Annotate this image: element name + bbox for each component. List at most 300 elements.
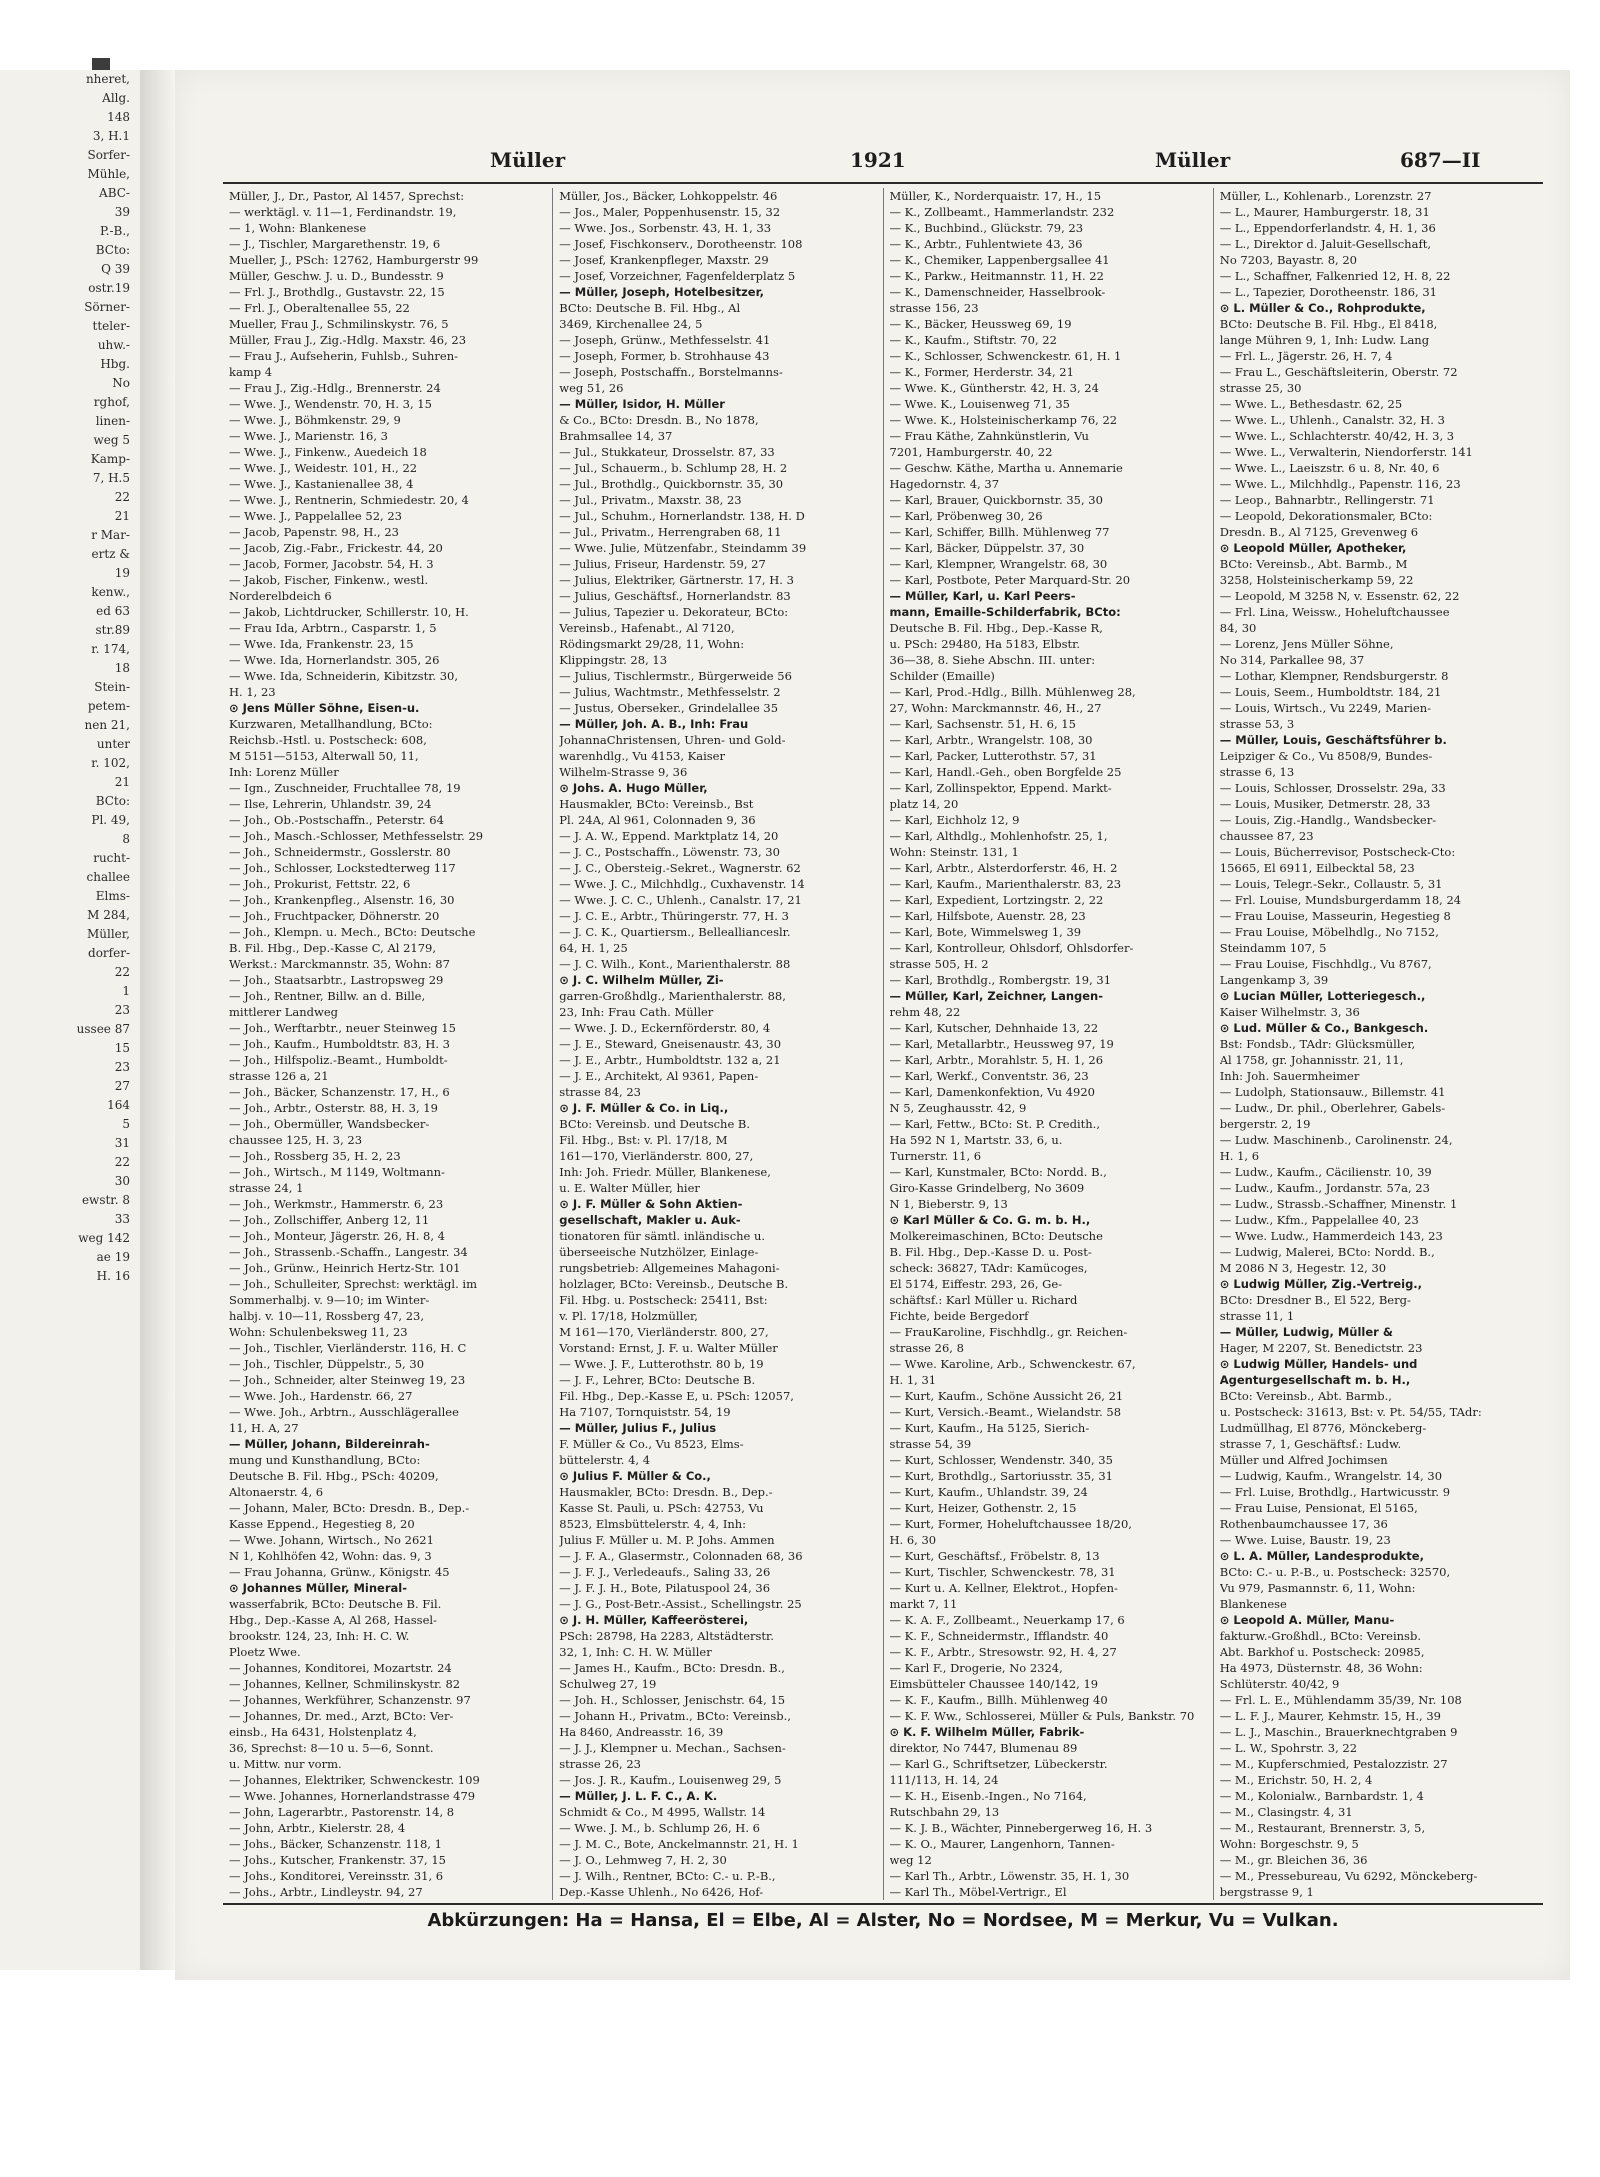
directory-entry: JohannaChristensen, Uhren- und Gold- [559,733,786,747]
directory-entry: Wohn: Schulenbeksweg 11, 23 [229,1325,408,1339]
directory-entry: Pl. 24A, Al 961, Colonnaden 9, 36 [559,813,756,827]
directory-entry: — J. F. J., Verledeaufs., Saling 33, 26 [559,1565,771,1579]
directory-entry: — Frl. J., Oberaltenallee 55, 22 [229,301,410,315]
prev-page-fragment: 27 [114,1079,130,1093]
directory-entry: BCto: Vereinsb. und Deutsche B. [559,1117,751,1131]
directory-entry: rehm 48, 22 [889,1005,961,1019]
prev-page-fragment: 8 [122,832,130,846]
directory-entry: Ludmüllhag, El 8776, Mönckeberg- [1219,1421,1427,1435]
directory-entry: — Wwe. K., Holsteinischerkamp 76, 22 [889,413,1118,427]
directory-entry: — Frl. L. E., Mühlendamm 35/39, Nr. 108 [1219,1693,1462,1707]
directory-entry-highlighted: ⊙ Lud. Müller & Co., Bankgesch. [1219,1021,1429,1035]
directory-entry: mittlerer Landweg [229,1005,339,1019]
directory-entry: — Karl, Arbtr., Morahlstr. 5, H. 1, 26 [889,1053,1104,1067]
directory-entry-highlighted: ⊙ J. F. Müller & Sohn Aktien- [559,1197,743,1211]
prev-page-fragment: unter [96,737,130,751]
directory-entry: — Wwe. Luise, Baustr. 19, 23 [1219,1533,1391,1547]
directory-entry: — Johannes, Konditorei, Mozartstr. 24 [229,1661,452,1675]
directory-entry: 161—170, Vierländerstr. 800, 27, [559,1149,754,1163]
directory-entry: Fichte, beide Bergedorf [889,1309,1029,1323]
directory-entry: — Joh., Arbtr., Osterstr. 88, H. 3, 19 [229,1101,438,1115]
directory-entry: — Karl, Fettw., BCto: St. P. Credith., [889,1117,1100,1131]
directory-entry: Blankenese [1219,1597,1287,1611]
directory-entry: Al 1758, gr. Johannisstr. 21, 11, [1219,1053,1404,1067]
directory-entry: — Ludwig, Kaufm., Wrangelstr. 14, 30 [1219,1469,1443,1483]
directory-entry: — Joh., Fruchtpacker, Döhnerstr. 20 [229,909,440,923]
prev-page-fragment: 23 [114,1060,130,1074]
directory-entry: u. PSch: 29480, Ha 5183, Elbstr. [889,637,1081,651]
directory-entry: — Ludw., Kaufm., Jordanstr. 57a, 23 [1219,1181,1430,1195]
directory-entry: — Karl, Hilfsbote, Auenstr. 28, 23 [889,909,1086,923]
directory-entry: — M., Kupferschmied, Pestalozzistr. 27 [1219,1757,1448,1771]
directory-entry: — FrauKaroline, Fischhdlg., gr. Reichen- [889,1325,1128,1339]
directory-entry: strasse 53, 3 [1219,717,1295,731]
directory-entry: — Jul., Stukkateur, Drosselstr. 87, 33 [559,445,775,459]
directory-entry: — Joh., Klempn. u. Mech., BCto: Deutsche [229,925,476,939]
header-year: 1921 [850,148,906,172]
directory-entry: — Karl G., Schriftsetzer, Lübeckerstr. [889,1757,1108,1771]
prev-page-fragment: challee [86,870,130,884]
directory-entry: holzlager, BCto: Vereinsb., Deutsche B. [559,1277,789,1291]
directory-entry: Kurzwaren, Metallhandlung, BCto: [229,717,433,731]
directory-entry: F. Müller & Co., Vu 8523, Elms- [559,1437,744,1451]
directory-entry: — Josef, Krankenpfleger, Maxstr. 29 [559,253,769,267]
directory-entry: — Frau Käthe, Zahnkünstlerin, Vu [889,429,1089,443]
directory-entry: Vu 979, Pasmannstr. 6, 11, Wohn: [1219,1581,1416,1595]
directory-entry: Müller, L., Kohlenarb., Lorenzstr. 27 [1219,189,1432,203]
directory-entry: — L., Eppendorferlandstr. 4, H. 1, 36 [1219,221,1436,235]
directory-entry: Julius F. Müller u. M. P. Johs. Ammen [559,1533,775,1547]
directory-entry: Rödingsmarkt 29/28, 11, Wohn: [559,637,745,651]
directory-entry: — Wwe. J. C. C., Uhlenh., Canalstr. 17, 21 [559,893,802,907]
directory-entry: — Karl, Bäcker, Düppelstr. 37, 30 [889,541,1085,555]
directory-entry: Ploetz Wwe. [229,1645,301,1659]
directory-entry: — Wwe. K., Louisenweg 71, 35 [889,397,1070,411]
prev-page-fragment: Elms- [95,889,130,903]
prev-page-fragment: uhw.- [97,338,130,352]
directory-entry: — Johannes, Elektriker, Schwenckestr. 109 [229,1773,480,1787]
directory-entry-highlighted: — Müller, Joseph, Hotelbesitzer, [559,285,764,299]
directory-entry: — Joh., Prokurist, Fettstr. 22, 6 [229,877,411,891]
directory-entry: — Jos., Maler, Poppenhusenstr. 15, 32 [559,205,781,219]
directory-entry: — Wwe. L., Bethesdastr. 62, 25 [1219,397,1403,411]
directory-entry: BCto: Vereinsb., Abt. Barmb., M [1219,557,1408,571]
prev-page-fragment: M 284, [87,908,130,922]
prev-page-fragment: H. 16 [96,1269,130,1283]
directory-entry-highlighted: — Müller, Joh. A. B., Inh: Frau [559,717,749,731]
directory-entry-highlighted: — Müller, Julius F., Julius [559,1421,717,1435]
directory-entry: — Wwe. J. D., Eckernförderstr. 80, 4 [559,1021,771,1035]
prev-page-fragment: P.-B., [100,224,130,238]
directory-entry-highlighted: ⊙ K. F. Wilhelm Müller, Fabrik- [889,1725,1085,1739]
directory-entry: — Louis, Telegr.-Sekr., Collaustr. 5, 31 [1219,877,1443,891]
directory-entry: — J. E., Arbtr., Humboldtstr. 132 a, 21 [559,1053,781,1067]
page-gutter [140,70,175,1970]
directory-entry: — Joh., Rossberg 35, H. 2, 23 [229,1149,401,1163]
directory-entry: Rothenbaumchaussee 17, 36 [1219,1517,1388,1531]
directory-entry: halbj. v. 10—11, Rossberg 47, 23, [229,1309,425,1323]
directory-entry: Schlüterstr. 40/42, 9 [1219,1677,1340,1691]
directory-entry: — Johannes, Dr. med., Arzt, BCto: Ver- [229,1709,454,1723]
directory-entry: — Karl, Expedient, Lortzingstr. 2, 22 [889,893,1104,907]
directory-entry: — Kurt, Geschäftsf., Fröbelstr. 8, 13 [889,1549,1100,1563]
prev-page-fragment: 1 [122,984,130,998]
directory-entry: — Frl. J., Brothdlg., Gustavstr. 22, 15 [229,285,445,299]
directory-entry: M 161—170, Vierländerstr. 800, 27, [559,1325,769,1339]
directory-entry: — Wwe. J., Kastanienallee 38, 4 [229,477,414,491]
directory-entry: — J., Tischler, Margarethenstr. 19, 6 [229,237,441,251]
directory-entry: — Ludolph, Stationsauw., Billemstr. 41 [1219,1085,1446,1099]
directory-entry: 64, H. 1, 25 [559,941,628,955]
directory-entry: Deutsche B. Fil. Hbg., Dep.-Kasse R, [889,621,1103,635]
directory-entry: — J. F., Lehrer, BCto: Deutsche B. [559,1373,756,1387]
directory-entry: Dresdn. B., Al 7125, Grevenweg 6 [1219,525,1419,539]
prev-page-fragment: BCto: [95,794,130,808]
directory-entry: — Julius, Tischlermstr., Bürgerweide 56 [559,669,792,683]
directory-columns [223,188,1543,1900]
directory-column-3 [883,188,1213,1900]
directory-entry: — Louis, Bücherrevisor, Postscheck-Cto: [1219,845,1456,859]
header-page-number: 687—II [1400,148,1481,172]
directory-entry: — Kurt, Brothdlg., Sartoriusstr. 35, 31 [889,1469,1114,1483]
directory-entry: strasse 505, H. 2 [889,957,989,971]
directory-entry-highlighted: ⊙ Johannes Müller, Mineral- [229,1581,407,1595]
directory-entry: — Leopold, Dekorationsmaler, BCto: [1219,509,1433,523]
directory-entry: — Lorenz, Jens Müller Söhne, [1219,637,1394,651]
directory-entry: N 1, Bieberstr. 9, 13 [889,1197,1008,1211]
prev-page-fragment: 148 [107,110,130,124]
directory-entry: chaussee 125, H. 3, 23 [229,1133,363,1147]
directory-entry: — J. Wilh., Rentner, BCto: C.- u. P.-B., [559,1869,776,1883]
directory-entry: — Ludw., Strassb.-Schaffner, Minenstr. 1 [1219,1197,1458,1211]
prev-page-fragment: 30 [114,1174,130,1188]
directory-entry: — Johannes, Werkführer, Schanzenstr. 97 [229,1693,471,1707]
directory-entry: Leipziger & Co., Vu 8508/9, Bundes- [1219,749,1433,763]
directory-entry: — Johann, Maler, BCto: Dresdn. B., Dep.- [229,1501,470,1515]
directory-entry: direktor, No 7447, Blumenau 89 [889,1741,1078,1755]
prev-page-fragment: 164 [107,1098,130,1112]
directory-entry: Ha 4973, Düsternstr. 48, 36 Wohn: [1219,1661,1423,1675]
prev-page-fragment: 21 [114,775,130,789]
prev-page-fragment: 3, H.1 [92,129,130,143]
directory-entry: 15665, El 6911, Eilbecktal 58, 23 [1219,861,1415,875]
directory-entry-highlighted: — Müller, Johann, Bildereinrah- [229,1437,430,1451]
directory-entry-highlighted: ⊙ L. A. Müller, Landesprodukte, [1219,1549,1424,1563]
directory-entry: — Julius, Tapezier u. Dekorateur, BCto: [559,605,789,619]
directory-entry: Mueller, Frau J., Schmilinskystr. 76, 5 [229,317,449,331]
directory-entry: — Kurt, Schlosser, Wendenstr. 340, 35 [889,1453,1113,1467]
directory-entry: — Frau Louise, Möbelhdlg., No 7152, [1219,925,1439,939]
prev-page-fragment: 22 [114,490,130,504]
directory-entry: Fil. Hbg. u. Postscheck: 25411, Bst: [559,1293,768,1307]
directory-entry: — Julius, Elektriker, Gärtnerstr. 17, H. 3 [559,573,794,587]
directory-entry: — K. F., Kaufm., Billh. Mühlenweg 40 [889,1693,1108,1707]
directory-entry: M 5151—5153, Alterwall 50, 11, [229,749,419,763]
prev-page-fragment: petem- [87,699,130,713]
directory-entry: — Jos. J. R., Kaufm., Louisenweg 29, 5 [559,1773,782,1787]
directory-entry: — K. F. Ww., Schlosserei, Müller & Puls, Bankstr. 70 [889,1709,1195,1723]
directory-entry: 3469, Kirchenallee 24, 5 [559,317,703,331]
directory-entry: Kasse Eppend., Hegestieg 8, 20 [229,1517,415,1531]
directory-entry: Müller, Geschw. J. u. D., Bundesstr. 9 [229,269,444,283]
directory-entry: — Frau Louise, Masseurin, Hegestieg 8 [1219,909,1451,923]
prev-page-fragment: r. 102, [91,756,130,770]
directory-entry-highlighted: ⊙ L. Müller & Co., Rohprodukte, [1219,301,1426,315]
directory-sheet [175,70,1570,1980]
prev-page-fragment: ae 19 [96,1250,130,1264]
directory-entry: — Ludw., Kaufm., Cäcilienstr. 10, 39 [1219,1165,1432,1179]
previous-page-margin [0,70,143,1970]
directory-entry: Müller und Alfred Jochimsen [1219,1453,1388,1467]
prev-page-fragment: 19 [114,566,130,580]
prev-page-fragment: 5 [122,1117,130,1131]
directory-entry: — Wwe. J., Wendenstr. 70, H. 3, 15 [229,397,432,411]
directory-entry: — James H., Kaufm., BCto: Dresdn. B., [559,1661,785,1675]
prev-page-fragment: 21 [114,509,130,523]
footer-rule [223,1903,1543,1905]
directory-entry: Eimsbütteler Chaussee 140/142, 19 [889,1677,1099,1691]
directory-entry: — Johs., Kutscher, Frankenstr. 37, 15 [229,1853,446,1867]
directory-entry: strasse 25, 30 [1219,381,1302,395]
directory-entry: Inh: Joh. Sauermheimer [1219,1069,1360,1083]
directory-entry: Müller, Frau J., Zig.-Hdlg. Maxstr. 46, 23 [229,333,467,347]
directory-entry-highlighted: — Müller, Ludwig, Müller & [1219,1325,1393,1339]
directory-entry: — L., Tapezier, Dorotheenstr. 186, 31 [1219,285,1437,299]
directory-entry: — Ludwig, Malerei, BCto: Nordd. B., [1219,1245,1435,1259]
directory-entry: — Ludw., Kfm., Pappelallee 40, 23 [1219,1213,1419,1227]
directory-entry-highlighted: — Müller, Karl, u. Karl Peers- [889,589,1076,603]
directory-entry: — Joseph, Grünw., Methfesselstr. 41 [559,333,771,347]
directory-entry: M 2086 N 3, Hegestr. 12, 30 [1219,1261,1387,1275]
directory-entry-highlighted: — Müller, Louis, Geschäftsführer b. [1219,733,1447,747]
directory-entry: — Joseph, Former, b. Strohhause 43 [559,349,770,363]
prev-page-fragment: dorfer- [88,946,130,960]
directory-entry: — J. C. E., Arbtr., Thüringerstr. 77, H. 3 [559,909,789,923]
directory-entry: — Louis, Seem., Humboldtstr. 184, 21 [1219,685,1442,699]
prev-page-fragment: Kamp- [90,452,130,466]
directory-entry: Fil. Hbg., Dep.-Kasse E, u. PSch: 12057, [559,1389,794,1403]
directory-entry: — M., Restaurant, Brennerstr. 3, 5, [1219,1821,1426,1835]
directory-entry: — Joh., Obermüller, Wandsbecker- [229,1117,430,1131]
directory-entry: — K. J. B., Wächter, Pinnebergerweg 16, H. 3 [889,1821,1153,1835]
directory-entry: 84, 30 [1219,621,1257,635]
directory-entry: — Karl, Pröbenweg 30, 26 [889,509,1043,523]
directory-entry-highlighted: ⊙ Jens Müller Söhne, Eisen-u. [229,701,420,715]
directory-entry: B. Fil. Hbg., Dep.-Kasse C, Al 2179, [229,941,437,955]
directory-entry: — Frl. L., Jägerstr. 26, H. 7, 4 [1219,349,1393,363]
directory-entry: — Jul., Privatm., Maxstr. 38, 23 [559,493,742,507]
directory-entry: — Karl, Kutscher, Dehnhaide 13, 22 [889,1021,1099,1035]
directory-column-2 [552,188,882,1900]
directory-entry: — Wwe. J. M., b. Schlump 26, H. 6 [559,1821,760,1835]
directory-entry: Schilder (Emaille) [889,669,995,683]
prev-page-fragment: No [112,376,130,390]
directory-entry: Hager, M 2207, St. Benedictstr. 23 [1219,1341,1423,1355]
page-header [225,148,1545,178]
directory-entry: — Johs., Konditorei, Vereinsstr. 31, 6 [229,1869,444,1883]
directory-entry: platz 14, 20 [889,797,959,811]
directory-entry: Wilhelm-Strasse 9, 36 [559,765,688,779]
directory-entry: Turnerstr. 11, 6 [889,1149,982,1163]
directory-entry: — J. M. C., Bote, Anckelmannstr. 21, H. 1 [559,1837,799,1851]
directory-entry: — Ilse, Lehrerin, Uhlandstr. 39, 24 [229,797,432,811]
directory-entry: strasse 126 a, 21 [229,1069,329,1083]
prev-page-fragment: linen- [95,414,130,428]
directory-entry: — L., Direktor d. Jaluit-Gesellschaft, [1219,237,1431,251]
directory-entry: — Joh., Kaufm., Humboldtstr. 83, H. 3 [229,1037,450,1051]
directory-entry: — Wwe. J., Böhmkenstr. 29, 9 [229,413,401,427]
directory-entry: Werkst.: Marckmannstr. 35, Wohn: 87 [229,957,450,971]
directory-entry: — Jul., Privatm., Herrengraben 68, 11 [559,525,782,539]
prev-page-fragment: r Mar- [91,528,130,542]
directory-entry: strasse 54, 39 [889,1437,972,1451]
directory-entry: PSch: 28798, Ha 2283, Altstädterstr. [559,1629,774,1643]
directory-entry: — Karl, Damenkonfektion, Vu 4920 [889,1085,1095,1099]
directory-entry: — J. G., Post-Betr.-Assist., Schellingstr. 25 [559,1597,802,1611]
directory-entry: strasse 26, 8 [889,1341,964,1355]
directory-entry: — K., Bäcker, Heussweg 69, 19 [889,317,1072,331]
directory-entry: — Geschw. Käthe, Martha u. Annemarie [889,461,1123,475]
directory-entry: strasse 156, 23 [889,301,979,315]
directory-entry: No 7203, Bayastr. 8, 20 [1219,253,1357,267]
directory-entry-highlighted: ⊙ Ludwig Müller, Zig.-Vertreig., [1219,1277,1423,1291]
directory-entry: u. E. Walter Müller, hier [559,1181,700,1195]
directory-entry: — J. A. W., Eppend. Marktplatz 14, 20 [559,829,779,843]
directory-entry: Deutsche B. Fil. Hbg., PSch: 40209, [229,1469,439,1483]
directory-entry: — K., Zollbeamt., Hammerlandstr. 232 [889,205,1115,219]
directory-entry: — Karl Th., Arbtr., Löwenstr. 35, H. 1, 30 [889,1869,1130,1883]
directory-entry: — Karl, Kunstmaler, BCto: Nordd. B., [889,1165,1107,1179]
prev-page-fragment: Hbg. [100,357,130,371]
directory-entry: — Louis, Wirtsch., Vu 2249, Marien- [1219,701,1432,715]
directory-entry: — Wwe. Joh., Hardenstr. 66, 27 [229,1389,413,1403]
directory-entry: warenhdlg., Vu 4153, Kaiser [559,749,725,763]
directory-entry: — J. C. K., Quartiersm., Belleallianceslr. [559,925,791,939]
directory-entry: überseeische Nutzhölzer, Einlage- [559,1245,759,1259]
directory-entry: wasserfabrik, BCto: Deutsche B. Fil. [229,1597,442,1611]
directory-entry: — Joseph, Postschaffn., Borstelmanns- [559,365,783,379]
directory-entry: Hausmakler, BCto: Dresdn. B., Dep.- [559,1485,773,1499]
directory-entry: — Frau Johanna, Grünw., Königstr. 45 [229,1565,450,1579]
directory-entry: B. Fil. Hbg., Dep.-Kasse D. u. Post- [889,1245,1092,1259]
directory-entry: — Karl, Prod.-Hdlg., Billh. Mühlenweg 28, [889,685,1136,699]
directory-entry: 3258, Holsteinischerkamp 59, 22 [1219,573,1414,587]
directory-entry: weg 12 [889,1853,932,1867]
directory-entry: Schulweg 27, 19 [559,1677,657,1691]
prev-page-fragment: ussee 87 [76,1022,130,1036]
directory-entry: bergstrasse 9, 1 [1219,1885,1314,1899]
directory-entry: — Karl, Althdlg., Mohlenhofstr. 25, 1, [889,829,1108,843]
directory-entry: — Karl, Packer, Lutterothstr. 57, 31 [889,749,1097,763]
directory-entry: — Joh., Schneidermstr., Gosslerstr. 80 [229,845,451,859]
directory-entry: — John, Arbtr., Kielerstr. 28, 4 [229,1821,406,1835]
directory-entry: strasse 26, 23 [559,1757,641,1771]
directory-entry-highlighted: ⊙ J. H. Müller, Kaffeerösterei, [559,1613,749,1627]
directory-entry: — Frl. Louise, Mundsburgerdamm 18, 24 [1219,893,1462,907]
directory-entry: — K. A. F., Zollbeamt., Neuerkamp 17, 6 [889,1613,1125,1627]
directory-entry: N 5, Zeughausstr. 42, 9 [889,1101,1027,1115]
directory-entry: — Karl, Klempner, Wrangelstr. 68, 30 [889,557,1108,571]
directory-entry: Hagedornstr. 4, 37 [889,477,1000,491]
directory-entry: — Joh., Schneider, alter Steinweg 19, 23 [229,1373,466,1387]
directory-entry: — Wwe. L., Uhlenh., Canalstr. 32, H. 3 [1219,413,1445,427]
directory-entry: — Louis, Schlosser, Drosselstr. 29a, 33 [1219,781,1446,795]
directory-entry: tionatoren für sämtl. inländische u. [559,1229,766,1243]
directory-entry: BCto: Deutsche B. Fil. Hbg., Al [559,301,741,315]
directory-entry: — Karl F., Drogerie, No 2324, [889,1661,1063,1675]
directory-entry: 36—38, 8. Siehe Abschn. III. unter: [889,653,1096,667]
directory-entry: — Wwe. L., Milchhdlg., Papenstr. 116, 23 [1219,477,1461,491]
prev-page-fragment: BCto: [95,243,130,257]
prev-page-fragment: kenw., [91,585,130,599]
directory-entry: — Wwe. Ida, Frankenstr. 23, 15 [229,637,414,651]
directory-entry-highlighted: ⊙ J. C. Wilhelm Müller, Zi- [559,973,724,987]
directory-entry: brookstr. 124, 23, Inh: H. C. W. [229,1629,410,1643]
directory-entry: — J. F. A., Glasermstr., Colonnaden 68, 36 [559,1549,803,1563]
prev-page-fragment: weg 142 [78,1231,130,1245]
prev-page-fragment: rghof, [93,395,130,409]
directory-entry: — Karl, Bote, Wimmelsweg 1, 39 [889,925,1082,939]
directory-entry-highlighted: ⊙ Johs. A. Hugo Müller, [559,781,708,795]
directory-entry: Kasse St. Pauli, u. PSch: 42753, Vu [559,1501,764,1515]
prev-page-fragment: tteler- [92,319,130,333]
directory-entry: — Wwe. Johannes, Hornerlandstrasse 479 [229,1789,476,1803]
directory-entry: — Wwe. J., Pappelallee 52, 23 [229,509,402,523]
directory-entry: — Kurt, Former, Hoheluftchaussee 18/20, [889,1517,1132,1531]
prev-page-fragment: ed 63 [96,604,130,618]
directory-entry: — Kurt, Kaufm., Uhlandstr. 39, 24 [889,1485,1088,1499]
directory-entry: — Wwe. Julie, Mützenfabr., Steindamm 39 [559,541,807,555]
directory-entry: — Wwe. J., Rentnerin, Schmiedestr. 20, 4 [229,493,469,507]
directory-entry: BCto: Vereinsb., Abt. Barmb., [1219,1389,1392,1403]
directory-entry: Müller, Jos., Bäcker, Lohkoppelstr. 46 [559,189,778,203]
directory-entry: — Joh., Zollschiffer, Anberg 12, 11 [229,1213,430,1227]
directory-entry: Molkereimaschinen, BCto: Deutsche [889,1229,1103,1243]
directory-entry: — Kurt, Kaufm., Schöne Aussicht 26, 21 [889,1389,1124,1403]
directory-entry: — J. C., Obersteig.-Sekret., Wagnerstr. 62 [559,861,801,875]
directory-entry: Bst: Fondsb., TAdr: Glücksmüller, [1219,1037,1416,1051]
directory-entry: — Frau Luise, Pensionat, El 5165, [1219,1501,1418,1515]
directory-entry: — John, Lagerarbtr., Pastorenstr. 14, 8 [229,1805,455,1819]
directory-entry: scheck: 36827, TAdr: Kamücoges, [889,1261,1088,1275]
directory-entry-highlighted: gesellschaft, Makler u. Auk- [559,1213,741,1227]
directory-entry: — Joh., Werkmstr., Hammerstr. 6, 23 [229,1197,444,1211]
directory-entry: Wohn: Borgeschstr. 9, 5 [1219,1837,1359,1851]
directory-entry: — Joh., Werftarbtr., neuer Steinweg 15 [229,1021,456,1035]
directory-entry: — Louis, Musiker, Detmerstr. 28, 33 [1219,797,1431,811]
directory-entry-highlighted: ⊙ Lucian Müller, Lotteriegesch., [1219,989,1426,1003]
directory-entry: H. 1, 23 [229,685,276,699]
directory-entry: — M., Kolonialw., Barnbardstr. 1, 4 [1219,1789,1424,1803]
directory-entry: — J. C., Postschaffn., Löwenstr. 73, 30 [559,845,780,859]
directory-entry: — Joh., Krankenpfleg., Alsenstr. 16, 30 [229,893,455,907]
directory-entry: Giro-Kasse Grindelberg, No 3609 [889,1181,1085,1195]
prev-page-fragment: 18 [114,661,130,675]
directory-entry: — K. F., Schneidermstr., Ifflandstr. 40 [889,1629,1109,1643]
prev-page-fragment: 22 [114,1155,130,1169]
directory-entry: einsb., Ha 6431, Holstenplatz 4, [229,1725,417,1739]
directory-entry: — J. F. J. H., Bote, Pilatuspool 24, 36 [559,1581,771,1595]
directory-entry: N 1, Kohlhöfen 42, Wohn: das. 9, 3 [229,1549,432,1563]
directory-entry: Ha 592 N 1, Martstr. 33, 6, u. [889,1133,1063,1147]
directory-entry-highlighted: — Müller, J. L. F. C., A. K. [559,1789,718,1803]
directory-entry: Vorstand: Ernst, J. F. u. Walter Müller [559,1341,778,1355]
directory-entry: — Joh., Grünw., Heinrich Hertz-Str. 101 [229,1261,461,1275]
directory-entry: — L. F. J., Maurer, Kehmstr. 15, H., 39 [1219,1709,1441,1723]
directory-entry: — Jul., Schuhm., Hornerlandstr. 138, H. D [559,509,805,523]
directory-entry: — Karl, Metallarbtr., Heussweg 97, 19 [889,1037,1114,1051]
directory-entry: — Jakob, Fischer, Finkenw., westl. [229,573,429,587]
